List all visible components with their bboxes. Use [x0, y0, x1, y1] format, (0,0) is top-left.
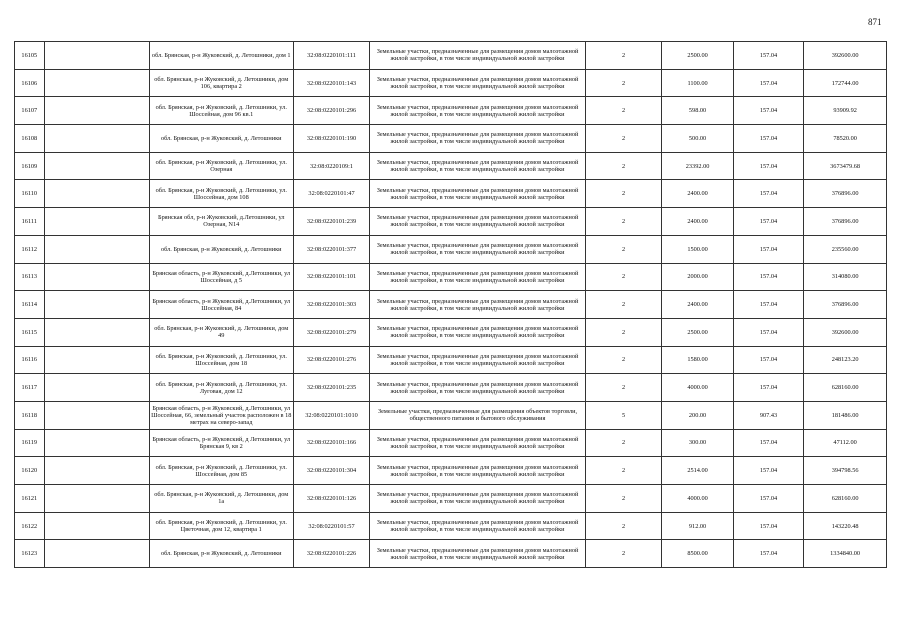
- row-category-cell: 2: [585, 318, 662, 346]
- row-id-cell: 16108: [15, 125, 45, 153]
- row-gap-cell: [44, 235, 149, 263]
- row-value-cell: 248123.20: [804, 346, 887, 374]
- table-row: [15, 401, 887, 429]
- row-cadastral-cell: 32:08:0220101:377: [293, 235, 370, 263]
- row-address-cell: обл. Брянская, р-н Жуковский, д. Летошники, ул. Шоссейная, дом 85: [149, 457, 293, 485]
- row-address-cell: Брянская обл, р-н Жуковский, д.Летошники, ул Озерная, N14: [149, 208, 293, 236]
- row-area-cell: 4000.00: [662, 374, 733, 402]
- row-category-cell: 2: [585, 374, 662, 402]
- table-row: [15, 208, 887, 236]
- row-gap-cell: [44, 42, 149, 70]
- row-address-cell: обл. Брянская, р-н Жуковский, д. Летошники, ул. Озерная: [149, 152, 293, 180]
- row-area-cell: 1500.00: [662, 235, 733, 263]
- row-rate-cell: 157.04: [733, 97, 803, 125]
- row-area-cell: 2514.00: [662, 457, 733, 485]
- row-area-cell: 200.00: [662, 401, 733, 429]
- row-address-cell: обл. Брянская, р-н Жуковский, д. Летошники: [149, 540, 293, 568]
- row-gap-cell: [44, 401, 149, 429]
- row-rate-cell: 157.04: [733, 457, 803, 485]
- row-address-cell: обл. Брянская, р-н Жуковский, д. Летошники, дом 1: [149, 42, 293, 70]
- row-area-cell: 2400.00: [662, 180, 733, 208]
- row-value-cell: 392600.00: [804, 42, 887, 70]
- row-value-cell: 628160.00: [804, 485, 887, 513]
- row-id-cell: 16109: [15, 152, 45, 180]
- row-area-cell: 500.00: [662, 125, 733, 153]
- row-address-cell: обл. Брянская, р-н Жуковский, д. Летошники, дом 1а: [149, 485, 293, 513]
- row-land-use-cell: Земельные участки, предназначенные для размещения домов малоэтажной жилой застройки, в том числе индивидуальной жилой застройки: [370, 457, 585, 485]
- row-cadastral-cell: 32:08:0220101:57: [293, 512, 370, 540]
- row-id-cell: 16122: [15, 512, 45, 540]
- land-registry-table: [14, 41, 887, 568]
- row-id-cell: 16117: [15, 374, 45, 402]
- row-id-cell: 16111: [15, 208, 45, 236]
- row-rate-cell: 157.04: [733, 208, 803, 236]
- row-address-cell: обл. Брянская, р-н Жуковский, д. Летошники, ул. Луговая, дом 12: [149, 374, 293, 402]
- row-rate-cell: 157.04: [733, 429, 803, 457]
- row-land-use-cell: Земельные участки, предназначенные для размещения домов малоэтажной жилой застройки, в том числе индивидуальной жилой застройки: [370, 180, 585, 208]
- row-value-cell: 143220.48: [804, 512, 887, 540]
- row-category-cell: 2: [585, 485, 662, 513]
- row-area-cell: 300.00: [662, 429, 733, 457]
- row-area-cell: 2000.00: [662, 263, 733, 291]
- table-row: [15, 346, 887, 374]
- row-land-use-cell: Земельные участки, предназначенные для размещения домов малоэтажной жилой застройки, в том числе индивидуальной жилой застройки: [370, 540, 585, 568]
- row-rate-cell: 157.04: [733, 180, 803, 208]
- table-row: [15, 318, 887, 346]
- row-value-cell: 235560.00: [804, 235, 887, 263]
- row-category-cell: 2: [585, 429, 662, 457]
- row-category-cell: 2: [585, 291, 662, 319]
- row-gap-cell: [44, 457, 149, 485]
- row-id-cell: 16106: [15, 69, 45, 97]
- row-area-cell: 23392.00: [662, 152, 733, 180]
- row-land-use-cell: Земельные участки, предназначенные для размещения домов малоэтажной жилой застройки, в том числе индивидуальной жилой застройки: [370, 318, 585, 346]
- row-category-cell: 2: [585, 263, 662, 291]
- row-cadastral-cell: 32:08:0220101:190: [293, 125, 370, 153]
- row-value-cell: 93909.92: [804, 97, 887, 125]
- row-gap-cell: [44, 208, 149, 236]
- row-land-use-cell: Земельные участки, предназначенные для размещения объектов торговли, общественного питания и бытового обслуживания: [370, 401, 585, 429]
- row-address-cell: обл. Брянская, р-н Жуковский, д. Летошники, дом 106, квартира 2: [149, 69, 293, 97]
- row-gap-cell: [44, 429, 149, 457]
- row-category-cell: 5: [585, 401, 662, 429]
- row-rate-cell: 907.43: [733, 401, 803, 429]
- table-row: [15, 485, 887, 513]
- table-row: [15, 291, 887, 319]
- row-area-cell: 912.00: [662, 512, 733, 540]
- table-row: [15, 180, 887, 208]
- row-land-use-cell: Земельные участки, предназначенные для размещения домов малоэтажной жилой застройки, в том числе индивидуальной жилой застройки: [370, 208, 585, 236]
- row-area-cell: 1580.00: [662, 346, 733, 374]
- table-row: [15, 42, 887, 70]
- row-category-cell: 2: [585, 152, 662, 180]
- row-cadastral-cell: 32:08:0220109:1: [293, 152, 370, 180]
- row-rate-cell: 157.04: [733, 235, 803, 263]
- row-cadastral-cell: 32:08:0220101:296: [293, 97, 370, 125]
- row-land-use-cell: Земельные участки, предназначенные для размещения домов малоэтажной жилой застройки, в том числе индивидуальной жилой застройки: [370, 152, 585, 180]
- row-land-use-cell: Земельные участки, предназначенные для размещения домов малоэтажной жилой застройки, в том числе индивидуальной жилой застройки: [370, 97, 585, 125]
- row-gap-cell: [44, 291, 149, 319]
- row-rate-cell: 157.04: [733, 125, 803, 153]
- row-cadastral-cell: 32:08:0220101:303: [293, 291, 370, 319]
- row-category-cell: 2: [585, 125, 662, 153]
- row-value-cell: 172744.00: [804, 69, 887, 97]
- row-gap-cell: [44, 512, 149, 540]
- row-value-cell: 628160.00: [804, 374, 887, 402]
- row-gap-cell: [44, 69, 149, 97]
- row-address-cell: Брянская область, р-н Жуковский, д.Летошники, ул Шоссейная, 84: [149, 291, 293, 319]
- row-land-use-cell: Земельные участки, предназначенные для размещения домов малоэтажной жилой застройки, в том числе индивидуальной жилой застройки: [370, 263, 585, 291]
- row-area-cell: 2500.00: [662, 42, 733, 70]
- row-land-use-cell: Земельные участки, предназначенные для размещения домов малоэтажной жилой застройки, в том числе индивидуальной жилой застройки: [370, 512, 585, 540]
- row-area-cell: 2500.00: [662, 318, 733, 346]
- row-id-cell: 16119: [15, 429, 45, 457]
- row-value-cell: 376896.00: [804, 180, 887, 208]
- row-rate-cell: 157.04: [733, 263, 803, 291]
- row-id-cell: 16116: [15, 346, 45, 374]
- row-id-cell: 16112: [15, 235, 45, 263]
- row-address-cell: Брянская область, р-н Жуковский, д.Летошники, ул Шоссейная, д 5: [149, 263, 293, 291]
- row-address-cell: Брянская область, р-н Жуковский, д Летошники, ул Брянская 9, кв 2: [149, 429, 293, 457]
- row-cadastral-cell: 32:08:0220101:1010: [293, 401, 370, 429]
- table-row: [15, 429, 887, 457]
- row-cadastral-cell: 32:08:0220101:226: [293, 540, 370, 568]
- row-cadastral-cell: 32:08:0220101:166: [293, 429, 370, 457]
- row-land-use-cell: Земельные участки, предназначенные для размещения домов малоэтажной жилой застройки, в том числе индивидуальной жилой застройки: [370, 291, 585, 319]
- row-id-cell: 16115: [15, 318, 45, 346]
- row-address-cell: обл. Брянская, р-н Жуковский, д. Летошники: [149, 125, 293, 153]
- row-value-cell: 314080.00: [804, 263, 887, 291]
- row-area-cell: 8500.00: [662, 540, 733, 568]
- table-row: [15, 69, 887, 97]
- table-row: [15, 235, 887, 263]
- row-category-cell: 2: [585, 69, 662, 97]
- row-cadastral-cell: 32:08:0220101:101: [293, 263, 370, 291]
- row-cadastral-cell: 32:08:0220101:235: [293, 374, 370, 402]
- row-rate-cell: 157.04: [733, 485, 803, 513]
- row-cadastral-cell: 32:08:0220101:111: [293, 42, 370, 70]
- row-rate-cell: 157.04: [733, 152, 803, 180]
- row-cadastral-cell: 32:08:0220101:47: [293, 180, 370, 208]
- row-cadastral-cell: 32:08:0220101:143: [293, 69, 370, 97]
- row-category-cell: 2: [585, 540, 662, 568]
- row-category-cell: 2: [585, 512, 662, 540]
- row-value-cell: 3673479.68: [804, 152, 887, 180]
- table-row: [15, 97, 887, 125]
- row-address-cell: обл. Брянская, р-н Жуковский, д. Летошники, дом 49: [149, 318, 293, 346]
- row-cadastral-cell: 32:08:0220101:304: [293, 457, 370, 485]
- row-id-cell: 16110: [15, 180, 45, 208]
- row-area-cell: 2400.00: [662, 208, 733, 236]
- row-rate-cell: 157.04: [733, 512, 803, 540]
- row-land-use-cell: Земельные участки, предназначенные для размещения домов малоэтажной жилой застройки, в том числе индивидуальной жилой застройки: [370, 485, 585, 513]
- row-address-cell: обл. Брянская, р-н Жуковский, д. Летошники, ул. Шоссейная, дом 96 кв.1: [149, 97, 293, 125]
- row-id-cell: 16123: [15, 540, 45, 568]
- row-land-use-cell: Земельные участки, предназначенные для размещения домов малоэтажной жилой застройки, в том числе индивидуальной жилой застройки: [370, 125, 585, 153]
- row-id-cell: 16105: [15, 42, 45, 70]
- row-gap-cell: [44, 97, 149, 125]
- row-gap-cell: [44, 263, 149, 291]
- row-rate-cell: 157.04: [733, 69, 803, 97]
- row-category-cell: 2: [585, 457, 662, 485]
- row-land-use-cell: Земельные участки, предназначенные для размещения домов малоэтажной жилой застройки, в том числе индивидуальной жилой застройки: [370, 429, 585, 457]
- row-category-cell: 2: [585, 235, 662, 263]
- row-gap-cell: [44, 374, 149, 402]
- row-area-cell: 4000.00: [662, 485, 733, 513]
- row-cadastral-cell: 32:08:0220101:276: [293, 346, 370, 374]
- row-address-cell: обл. Брянская, р-н Жуковский, д. Летошники, ул. Шоссейная, дом 108: [149, 180, 293, 208]
- row-area-cell: 2400.00: [662, 291, 733, 319]
- table-row: [15, 374, 887, 402]
- row-category-cell: 2: [585, 208, 662, 236]
- table-row: [15, 540, 887, 568]
- row-category-cell: 2: [585, 42, 662, 70]
- row-gap-cell: [44, 540, 149, 568]
- row-land-use-cell: Земельные участки, предназначенные для размещения домов малоэтажной жилой застройки, в том числе индивидуальной жилой застройки: [370, 42, 585, 70]
- row-area-cell: 598.00: [662, 97, 733, 125]
- row-id-cell: 16118: [15, 401, 45, 429]
- row-rate-cell: 157.04: [733, 42, 803, 70]
- row-id-cell: 16107: [15, 97, 45, 125]
- row-id-cell: 16113: [15, 263, 45, 291]
- row-land-use-cell: Земельные участки, предназначенные для размещения домов малоэтажной жилой застройки, в том числе индивидуальной жилой застройки: [370, 346, 585, 374]
- row-value-cell: 181486.00: [804, 401, 887, 429]
- row-address-cell: Брянская область, р-н Жуковский, д.Летошники, ул Шоссейная, 66, земельный участок расположен в 18 метрах на северо-запад: [149, 401, 293, 429]
- row-value-cell: 376896.00: [804, 208, 887, 236]
- row-id-cell: 16121: [15, 485, 45, 513]
- row-value-cell: 1334840.00: [804, 540, 887, 568]
- row-value-cell: 394798.56: [804, 457, 887, 485]
- table-body: [15, 42, 887, 568]
- table-row: [15, 125, 887, 153]
- row-gap-cell: [44, 485, 149, 513]
- row-value-cell: 392600.00: [804, 318, 887, 346]
- row-category-cell: 2: [585, 97, 662, 125]
- row-land-use-cell: Земельные участки, предназначенные для размещения домов малоэтажной жилой застройки, в том числе индивидуальной жилой застройки: [370, 235, 585, 263]
- row-gap-cell: [44, 152, 149, 180]
- table-row: [15, 512, 887, 540]
- row-gap-cell: [44, 180, 149, 208]
- row-cadastral-cell: 32:08:0220101:279: [293, 318, 370, 346]
- row-category-cell: 2: [585, 180, 662, 208]
- row-land-use-cell: Земельные участки, предназначенные для размещения домов малоэтажной жилой застройки, в том числе индивидуальной жилой застройки: [370, 69, 585, 97]
- row-address-cell: обл. Брянская, р-н Жуковский, д. Летошники, ул. Цветочная, дом 12, квартира 1: [149, 512, 293, 540]
- row-gap-cell: [44, 346, 149, 374]
- row-cadastral-cell: 32:08:0220101:239: [293, 208, 370, 236]
- row-id-cell: 16114: [15, 291, 45, 319]
- row-rate-cell: 157.04: [733, 346, 803, 374]
- row-area-cell: 1100.00: [662, 69, 733, 97]
- table-row: [15, 152, 887, 180]
- row-address-cell: обл. Брянская, р-н Жуковский, д. Летошники: [149, 235, 293, 263]
- row-gap-cell: [44, 318, 149, 346]
- row-land-use-cell: Земельные участки, предназначенные для размещения домов малоэтажной жилой застройки, в том числе индивидуальной жилой застройки: [370, 374, 585, 402]
- row-cadastral-cell: 32:08:0220101:126: [293, 485, 370, 513]
- row-rate-cell: 157.04: [733, 374, 803, 402]
- row-address-cell: обл. Брянская, р-н Жуковский, д. Летошники, ул. Шоссейная, дом 18: [149, 346, 293, 374]
- row-rate-cell: 157.04: [733, 318, 803, 346]
- row-value-cell: 78520.00: [804, 125, 887, 153]
- row-value-cell: 47112.00: [804, 429, 887, 457]
- row-id-cell: 16120: [15, 457, 45, 485]
- table-row: [15, 457, 887, 485]
- table-row: [15, 263, 887, 291]
- row-rate-cell: 157.04: [733, 291, 803, 319]
- page-number: 871: [868, 17, 882, 27]
- row-gap-cell: [44, 125, 149, 153]
- row-category-cell: 2: [585, 346, 662, 374]
- row-rate-cell: 157.04: [733, 540, 803, 568]
- row-value-cell: 376896.00: [804, 291, 887, 319]
